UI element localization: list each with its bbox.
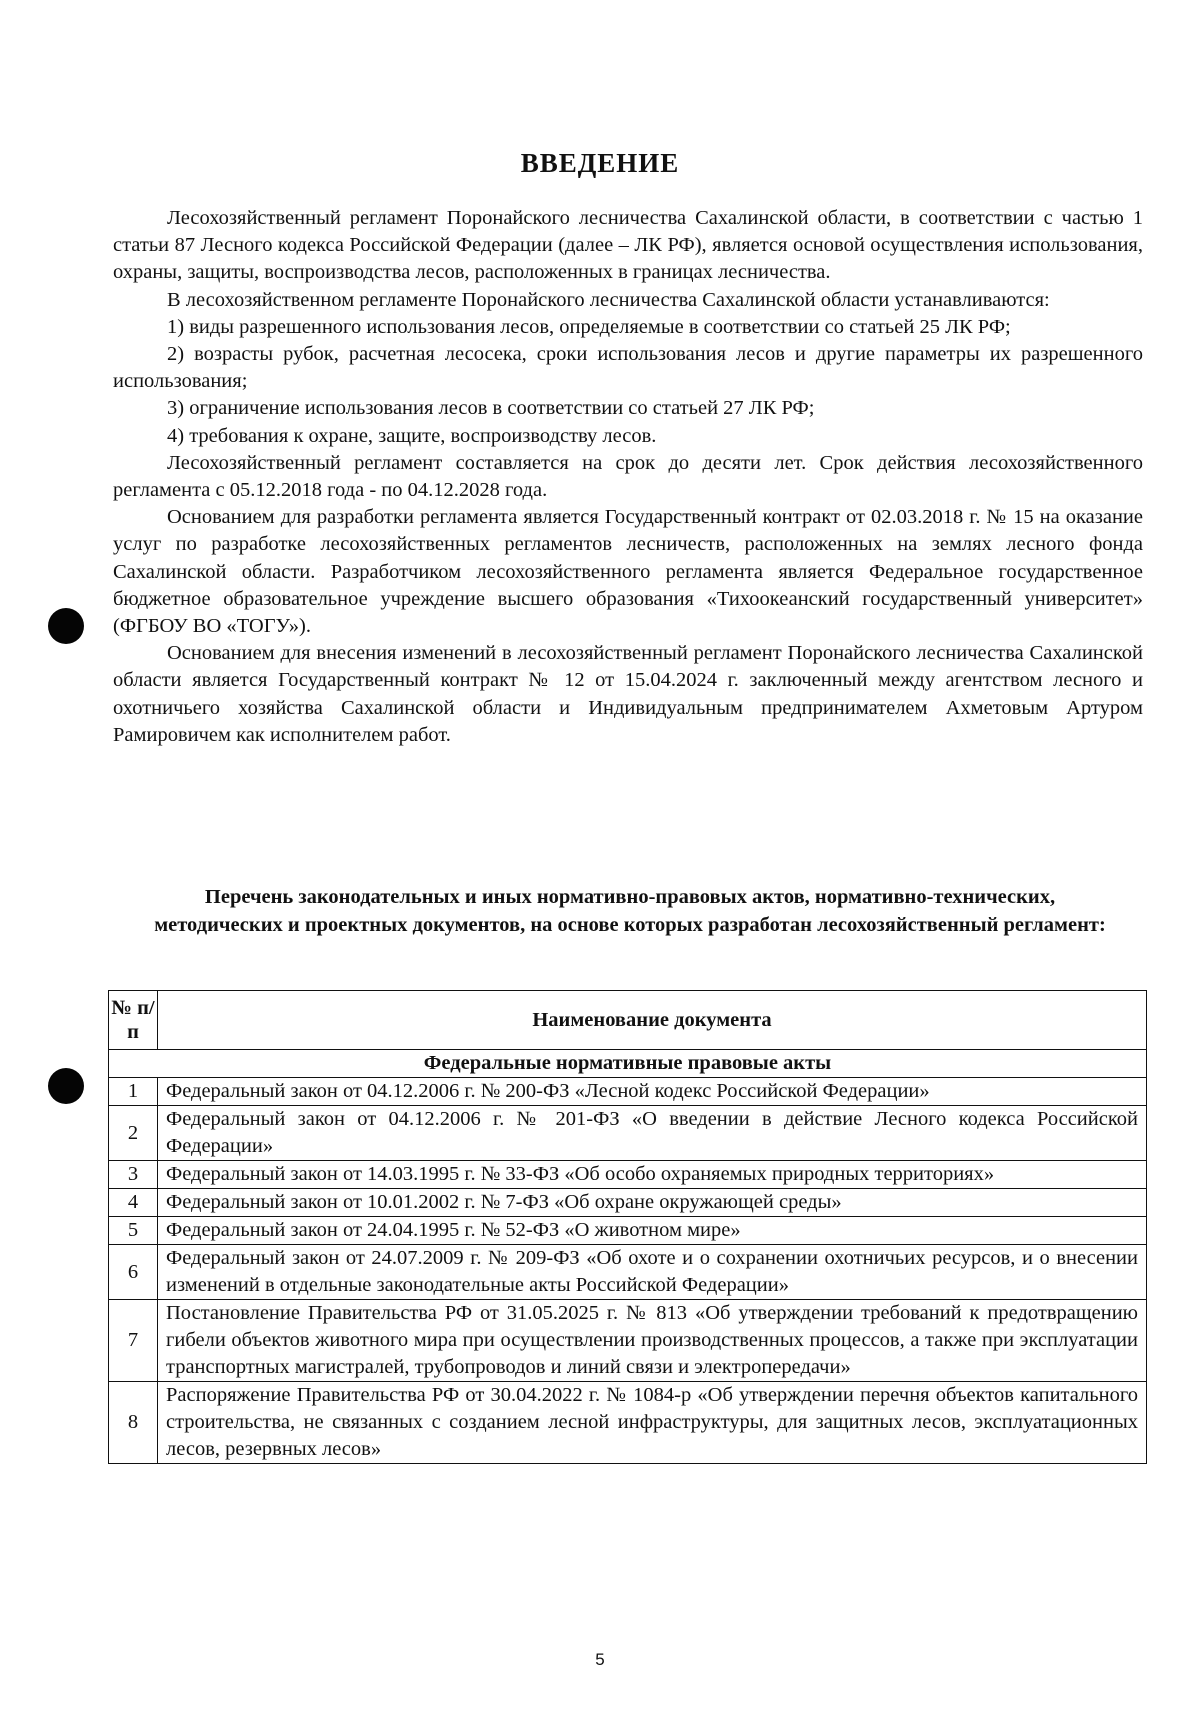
table-row (109, 1106, 1147, 1161)
page-number: 5 (595, 1650, 605, 1669)
row-number: 4 (109, 1189, 158, 1217)
header-number: № п/п (109, 991, 158, 1050)
list-item: 2) возрасты рубок, расчетная лесосека, сроки использования лесов и другие параметры их разрешенного использования; (113, 343, 1143, 393)
row-document-name: Федеральный закон от 24.04.1995 г. № 52-ФЗ «О животном мире» (158, 1217, 1147, 1245)
row-document-name: Федеральный закон от 14.03.1995 г. № 33-ФЗ «Об особо охраняемых природных территориях» (158, 1161, 1147, 1189)
paragraph: Основанием для внесения изменений в лесохозяйственный регламент Поронайского лесничества Сахалинской области является Государственный контракт № 12 от 15.04.2024 г. заключенный между агентством лесного и охотничьего хозяйства Сахалинской области и Индивидуальным предпринимателем Ахметовым Артуром Рамировичем как исполнителем работ. (113, 642, 1143, 746)
paragraph: Лесохозяйственный регламент составляется на срок до десяти лет. Срок действия лесохозяйственного регламента с 05.12.2018 года - по 04.12.2028 года. (113, 451, 1143, 502)
table-row (109, 1078, 1147, 1106)
list-item: 1) виды разрешенного использования лесов, определяемые в соответствии со статьей 25 ЛК РФ; (167, 315, 1011, 338)
table-row (109, 1382, 1147, 1464)
header-name: Наименование документа (158, 991, 1147, 1050)
row-number: 3 (109, 1161, 158, 1189)
table-row (109, 1189, 1147, 1217)
table-row (109, 1217, 1147, 1245)
punch-hole-mark (48, 608, 84, 644)
row-document-name: Федеральный закон от 04.12.2006 г. № 200-ФЗ «Лесной кодекс Российской Федерации» (158, 1078, 1147, 1106)
list-item: 4) требования к охране, защите, воспроизводству лесов. (167, 424, 657, 447)
row-number: 1 (109, 1078, 158, 1106)
introduction-text (113, 205, 1143, 749)
table-row (109, 1245, 1147, 1300)
row-number: 5 (109, 1217, 158, 1245)
page-title: ВВЕДЕНИЕ (520, 148, 680, 178)
row-document-name: Федеральный закон от 04.12.2006 г. № 201-ФЗ «О введении в действие Лесного кодекса Российской Федерации» (158, 1106, 1147, 1161)
table-row (109, 1300, 1147, 1382)
row-number: 6 (109, 1245, 158, 1300)
row-document-name: Федеральный закон от 10.01.2002 г. № 7-ФЗ «Об охране окружающей среды» (158, 1189, 1147, 1217)
paragraph: Основанием для разработки регламента является Государственный контракт от 02.03.2018 г. № 15 на оказание услуг по разработке лесохозяйственных регламентов лесничеств, расположенных на землях лесного фонда Сахалинской области. Разработчиком лесохозяйственного регламента является Федеральное государственное бюджетное образовательное учреждение высшего образования «Тихоокеанский государственный университет» (ФГБОУ ВО «ТОГУ»). (113, 506, 1143, 638)
row-document-name: Постановление Правительства РФ от 31.05.2025 г. № 813 «Об утверждении требований к предотвращению гибели объектов животного мира при осуществлении производственных процессов, а также при эксплуатации транспортных магистралей, трубопроводов и линий связи и электропередачи» (158, 1300, 1147, 1382)
documents-table (108, 990, 1147, 1464)
punch-hole-mark (48, 1068, 84, 1104)
paragraph: В лесохозяйственном регламенте Поронайского лесничества Сахалинской области устанавливаются: (167, 288, 1050, 311)
row-number: 7 (109, 1300, 158, 1382)
table-section-row (109, 1050, 1147, 1078)
paragraph: Лесохозяйственный регламент Поронайского лесничества Сахалинской области, в соответствии с частью 1 статьи 87 Лесного кодекса Российской Федерации (далее – ЛК РФ), является основой осуществления использования, охраны, защиты, воспроизводства лесов, расположенных в границах лесничества. (113, 207, 1143, 284)
row-document-name: Федеральный закон от 24.07.2009 г. № 209-ФЗ «Об охоте и о сохранении охотничьих ресурсов, и о внесении изменений в отдельные законодательные акты Российской Федерации» (158, 1245, 1147, 1300)
list-title: Перечень законодательных и иных нормативно-правовых актов, нормативно-технических, методических и проектных документов, на основе которых разработан лесохозяйственный регламент: (154, 886, 1106, 936)
table-row (109, 1161, 1147, 1189)
row-number: 8 (109, 1382, 158, 1464)
list-item: 3) ограничение использования лесов в соответствии со статьей 27 ЛК РФ; (167, 397, 815, 420)
table-header-row (109, 991, 1147, 1050)
row-number: 2 (109, 1106, 158, 1161)
section-title: Федеральные нормативные правовые акты (109, 1050, 1147, 1078)
row-document-name: Распоряжение Правительства РФ от 30.04.2022 г. № 1084-р «Об утверждении перечня объектов капитального строительства, не связанных с созданием лесной инфраструктуры, для защитных лесов, эксплуатационных лесов, резервных лесов» (158, 1382, 1147, 1464)
